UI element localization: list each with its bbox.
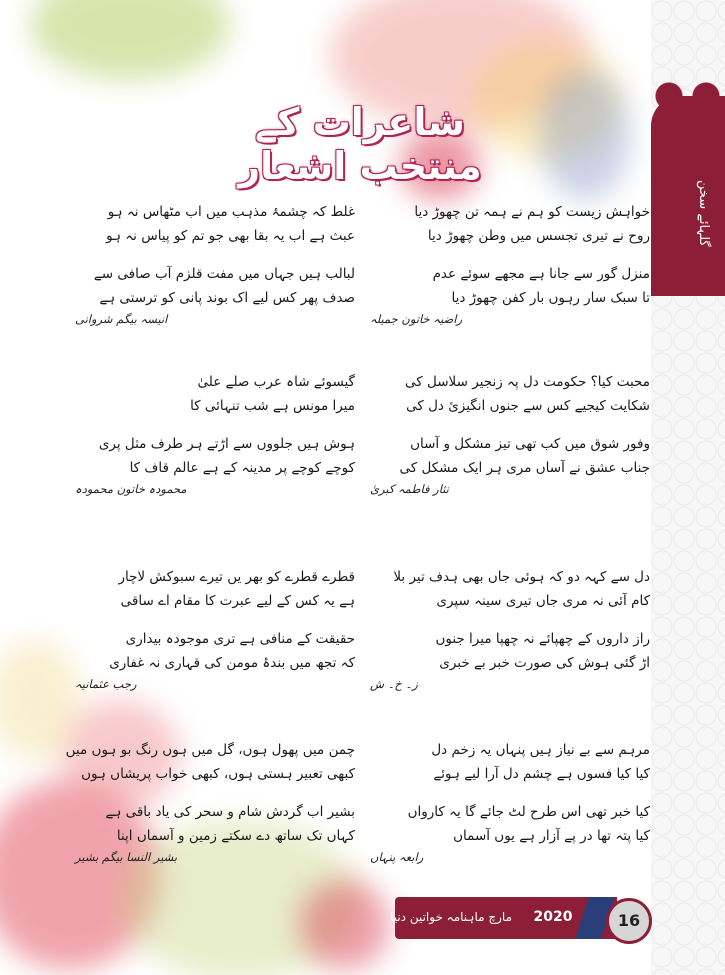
watercolor-wash-top-green — [30, 0, 230, 80]
poem-line: کیا پتہ تھا در پے آزار ہے یوں آسماں — [453, 828, 650, 844]
page-title: شاعرات کے منتخب اشعار — [238, 100, 482, 188]
poem-line: حقیقت کے منافی ہے تری موجودہ بیداری — [125, 631, 355, 647]
poem-line: کہاں تک ساتھ دے سکتے زمین و آسماں اپنا — [116, 828, 355, 844]
poem-line: خواہش زیست کو ہم نے ہمہ تن چھوڑ دیا — [414, 204, 650, 220]
watercolor-wash-top-blue — [540, 70, 630, 200]
poem-line: شکایت کیجیے کس سے جنوں انگیزیٔ دل کی — [406, 398, 650, 414]
poem-line: تا سبک سار رہوں بار کفن چھوڑ دیا — [451, 290, 650, 306]
poem-line: کام آئی نہ مری جاں تیری سینہ سپری — [436, 593, 650, 609]
poem-line: اڑ گئی ہوش کی صورت خبر بے خبری — [439, 655, 650, 671]
poem-block — [75, 370, 355, 498]
poem-line: مرہم سے بے نیاز ہیں پنہاں یہ زخم دل — [431, 742, 650, 758]
poet-name: رجب عثمانیہ — [75, 677, 137, 691]
poet-name: رابعہ پنہاں — [370, 850, 424, 864]
poem-line: وفور شوق میں کب تھی تیز مشکل و آساں — [410, 436, 650, 452]
poem-line: کوچے کوچے پر مدینہ کے ہے عالم قاف کا — [129, 460, 355, 476]
poem-block — [75, 200, 355, 328]
poem-line: روح نے تیری تجسس میں وطن چھوڑ دیا — [427, 228, 650, 244]
poem-block — [370, 200, 650, 328]
poem-line: گیسوئے شاہ عرب صلے علیٰ — [197, 374, 355, 390]
poem-line: کبھی تعبیر ہستی ہوں، کبھی خواب پریشاں ہوں — [81, 766, 355, 782]
poem-block — [370, 738, 650, 866]
poem-line: ہوش ہیں جلووں سے اڑتے ہر طرف مثل پری — [98, 436, 355, 452]
poem-line: منزل گور سے جانا ہے مجھے سوئے عدم — [432, 266, 650, 282]
poet-name: محمودہ خاتون محمودہ — [75, 482, 187, 496]
poem-line: کیا خبر تھی اس طرح لٹ جائے گا یہ کارواں — [407, 804, 650, 820]
poet-name: ز۔ خ۔ ش — [370, 677, 418, 691]
poem-line: غلط کہ چشمۂ مذہب میں اب مٹھاس نہ ہو — [107, 204, 355, 220]
poem-line: محبت کیا؟ حکومت دل پہ زنجیر سلاسل کی — [405, 374, 650, 390]
poem-line: عبث ہے اب یہ بقا بھی جو تم کو پیاس نہ ہو — [106, 228, 355, 244]
footer-title: ماہنامہ خواتین دنیا — [390, 910, 485, 924]
poem-line: میرا مونس ہے شب تنہائی کا — [190, 398, 355, 414]
poem-line: جناب عشق نے آساں مری ہر ایک مشکل کی — [399, 460, 650, 476]
poet-name: انیسہ بیگم شروانی — [75, 312, 168, 326]
section-label: گلہائے سخن — [696, 180, 711, 247]
poem-line: بشیر اب گردش شام و سحر کی یاد باقی ہے — [105, 804, 355, 820]
poem-line: صدف پھر کس لیے اک بوند پانی کو ترستی ہے — [99, 290, 355, 306]
poem-line: لبالب ہیں جہاں میں مفت قلزم آب صافی سے — [93, 266, 355, 282]
poem-block — [370, 370, 650, 498]
watercolor-wash-bottom-red-2 — [300, 880, 390, 970]
poem-block — [65, 738, 355, 866]
poet-name: نثار فاطمہ کبریٰ — [370, 482, 449, 496]
poem-line: دل سے کہہ دو کہ ہوئی جاں بھی ہدف تیر بلا — [393, 569, 650, 585]
poem-line: کیا کیا فسوں ہے چشم دل آرا لیے ہوئے — [433, 766, 650, 782]
poet-name: بشیر النسا بیگم بشیر — [75, 850, 178, 864]
footer-month: مارچ — [488, 910, 512, 924]
poem-line: راز داروں کے چھپائے نہ چھپا میرا جنوں — [435, 631, 650, 647]
poet-name: راضیہ خاتون جمیلہ — [370, 312, 463, 326]
poem-line: کہ تجھ میں بندۂ مومن کی قہاری نہ غفاری — [109, 655, 355, 671]
footer-magazine-name — [390, 903, 512, 931]
poem-block — [370, 565, 650, 693]
poem-line: ہے یہ کس کے لیے عبرت کا مقام اے ساقی — [120, 593, 355, 609]
poem-line: قطرے قطرے کو بھر یں تیرے سبوکش لاچار — [118, 569, 355, 585]
page-number: 16 — [606, 898, 652, 944]
poem-line: چمن میں پھول ہوں، گل میں ہوں رنگ بو ہوں میں — [65, 742, 355, 758]
poem-block — [75, 565, 355, 693]
footer-year: 2020 — [533, 909, 573, 925]
